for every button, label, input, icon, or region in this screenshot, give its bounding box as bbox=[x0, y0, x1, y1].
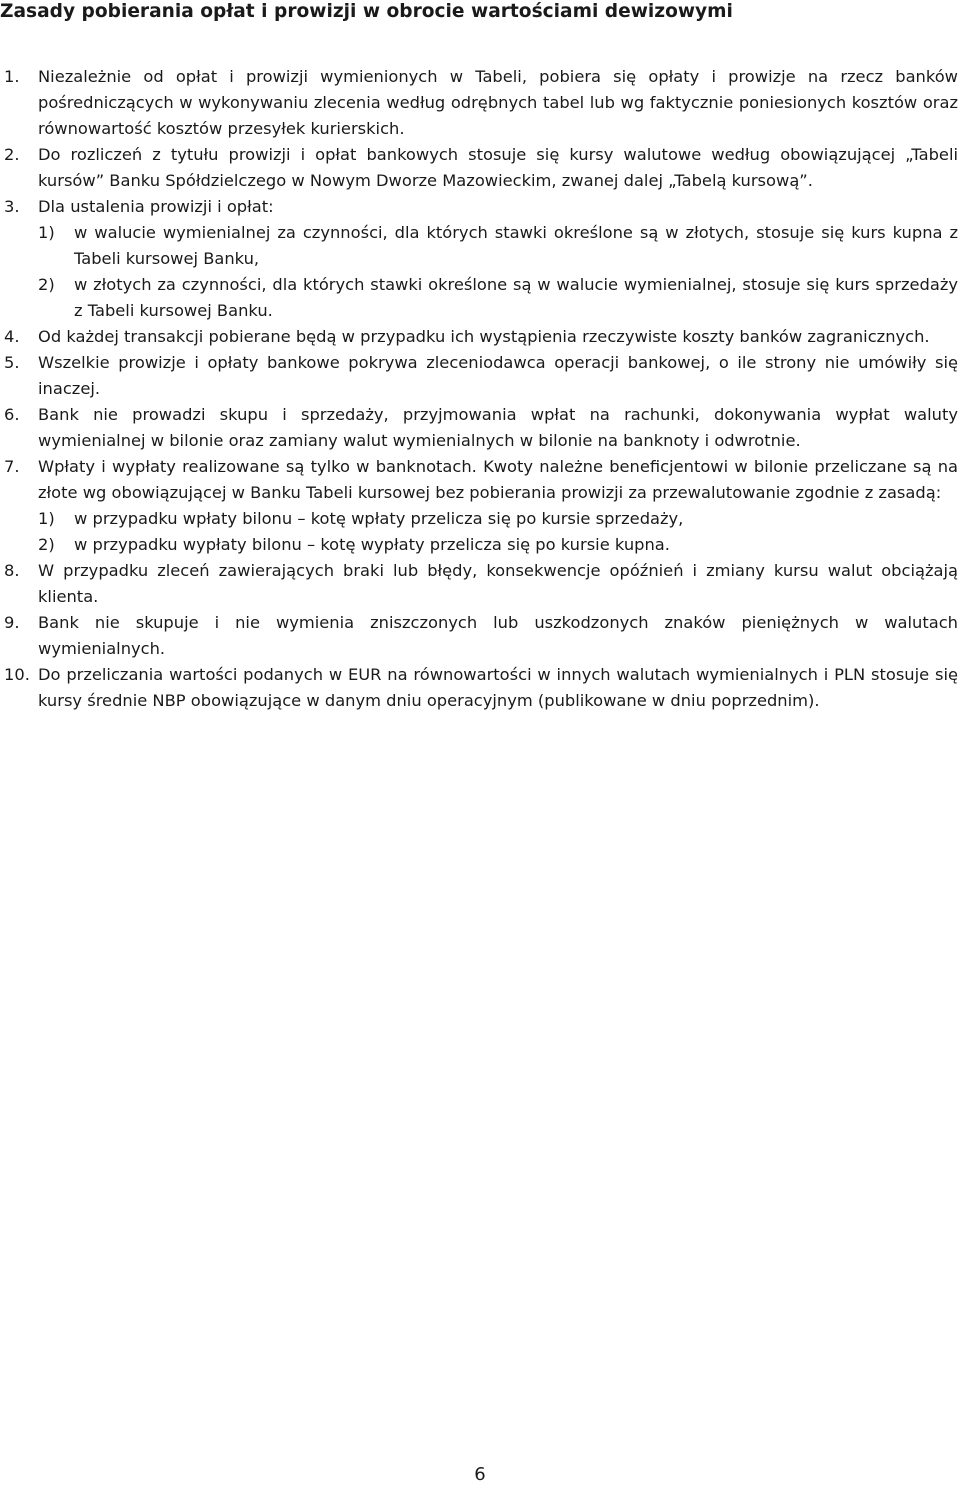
list-item-number: 8. bbox=[4, 561, 20, 580]
list-item-number: 4. bbox=[4, 327, 20, 346]
list-item-text: Bank nie prowadzi skupu i sprzedaży, przyjmowania wpłat na rachunki, dokonywania wypłat waluty wymienialnej w bilonie oraz zamiany walut wymienialnych w bilonie na banknoty i odwrotnie. bbox=[38, 405, 958, 450]
sub-item bbox=[38, 272, 958, 324]
list-item-content bbox=[38, 454, 958, 558]
list-item-text: Dla ustalenia prowizji i opłat: bbox=[38, 197, 274, 216]
list-item-text: Wszelkie prowizje i opłaty bankowe pokrywa zleceniodawca operacji bankowej, o ile strony nie umówiły się inaczej. bbox=[38, 353, 958, 398]
list-item-content bbox=[38, 194, 958, 324]
sub-item bbox=[38, 220, 958, 272]
list-item-number: 3. bbox=[4, 197, 20, 216]
list-item bbox=[0, 402, 958, 454]
list-item bbox=[0, 142, 958, 194]
page-number: 6 bbox=[474, 1464, 486, 1485]
list-item-number: 10. bbox=[4, 665, 30, 684]
list-item-number: 6. bbox=[4, 405, 20, 424]
list-item bbox=[0, 610, 958, 662]
list-item-text: Wpłaty i wypłaty realizowane są tylko w banknotach. Kwoty należne beneficjentowi w bilonie przeliczane są na złote wg obowiązującej w Banku Tabeli kursowej bez pobierania prowizji za przewalutowanie zgodnie z zasadą: bbox=[38, 457, 958, 502]
sub-item-text: w walucie wymienialnej za czynności, dla których stawki określone są w złotych, stosuje się kurs kupna z Tabeli kursowej Banku, bbox=[74, 223, 958, 268]
sub-item-number: 1) bbox=[38, 509, 55, 528]
sub-item-number: 2) bbox=[38, 535, 55, 554]
sub-item bbox=[38, 506, 958, 532]
list-item-text: W przypadku zleceń zawierających braki lub błędy, konsekwencje opóźnień i zmiany kursu walut obciążają klienta. bbox=[38, 561, 958, 606]
list-item-text: Bank nie skupuje i nie wymienia zniszczonych lub uszkodzonych znaków pieniężnych w walutach wymienialnych. bbox=[38, 613, 958, 658]
sub-item bbox=[38, 532, 958, 558]
list-item-text: Niezależnie od opłat i prowizji wymienionych w Tabeli, pobiera się opłaty i prowizje na rzecz banków pośredniczących w wykonywaniu zlecenia według odrębnych tabel lub wg faktycznie poniesionych kosztów oraz równowartość kosztów przesyłek kurierskich. bbox=[38, 67, 958, 138]
sub-item-text: w przypadku wypłaty bilonu – kotę wypłaty przelicza się po kursie kupna. bbox=[74, 535, 670, 554]
list-item bbox=[0, 64, 958, 142]
rules-list bbox=[0, 64, 958, 714]
list-item-number: 5. bbox=[4, 353, 20, 372]
list-item-number: 7. bbox=[4, 457, 20, 476]
sub-item-text: w przypadku wpłaty bilonu – kotę wpłaty przelicza się po kursie sprzedaży, bbox=[74, 509, 684, 528]
list-item bbox=[0, 324, 958, 350]
sub-item-number: 1) bbox=[38, 223, 55, 242]
sub-item-text: w złotych za czynności, dla których stawki określone są w walucie wymienialnej, stosuje się kurs sprzedaży z Tabeli kursowej Banku. bbox=[74, 275, 958, 320]
list-item-text: Do rozliczeń z tytułu prowizji i opłat bankowych stosuje się kursy walutowe według obowiązującej „Tabeli kursów” Banku Spółdzielczego w Nowym Dworze Mazowieckim, zwanej dalej „Tabelą kursową”. bbox=[38, 145, 958, 190]
list-item-text: Do przeliczania wartości podanych w EUR na równowartości w innych walutach wymienialnych i PLN stosuje się kursy średnie NBP obowiązujące w danym dniu operacyjnym (publikowane w dniu poprzednim). bbox=[38, 665, 958, 710]
list-item bbox=[0, 662, 958, 714]
list-item-number: 1. bbox=[4, 67, 20, 86]
list-item bbox=[0, 558, 958, 610]
page-title: Zasady pobierania opłat i prowizji w obrocie wartościami dewizowymi bbox=[0, 1, 733, 22]
list-item bbox=[0, 350, 958, 402]
list-item-text: Od każdej transakcji pobierane będą w przypadku ich wystąpienia rzeczywiste koszty banków zagranicznych. bbox=[38, 327, 930, 346]
list-item-number: 9. bbox=[4, 613, 20, 632]
list-item bbox=[0, 454, 958, 558]
sub-item-number: 2) bbox=[38, 275, 55, 294]
list-item-number: 2. bbox=[4, 145, 20, 164]
list-item bbox=[0, 194, 958, 324]
